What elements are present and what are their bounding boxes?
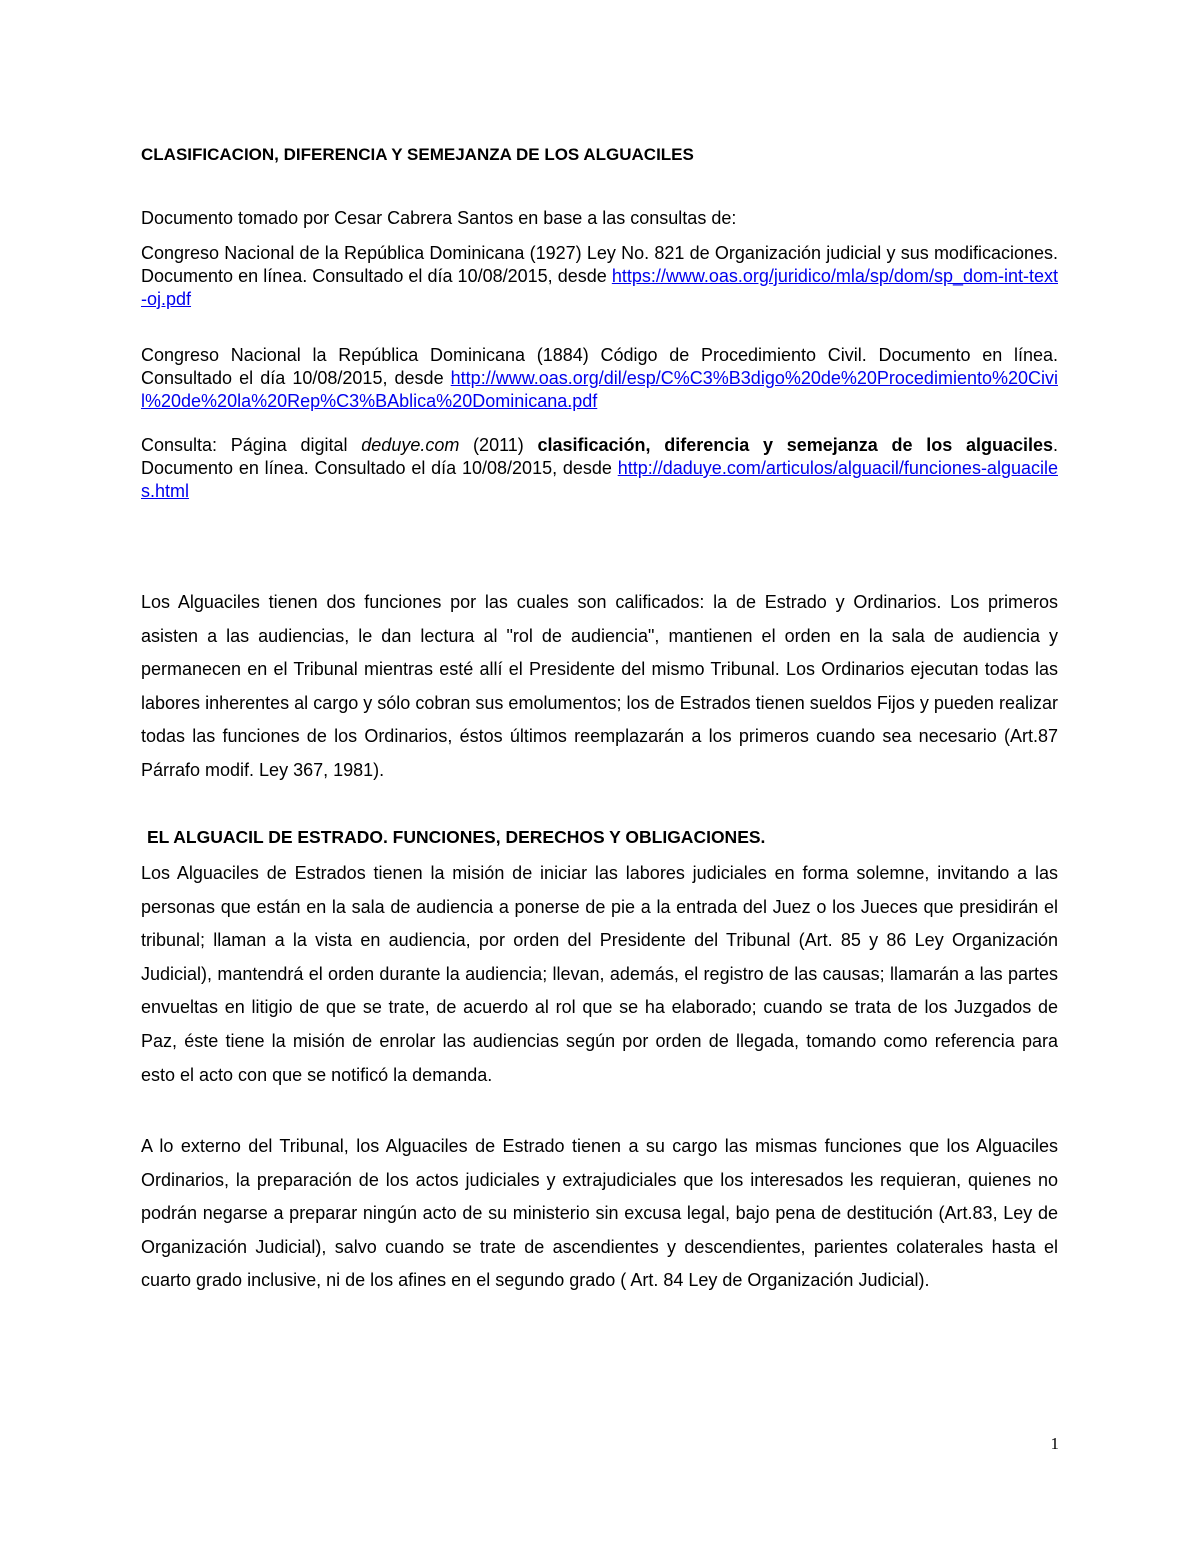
reference-2-link[interactable]: http://www.oas.org/dil/esp/C%C3%B3digo%20de%20Procedimiento%20Civil%20de%20la%20Rep%C3%BAblica%20Dominicana.pdf: [141, 368, 1058, 411]
reference-3-prefix: Consulta: Página digital: [141, 435, 362, 455]
reference-1-link[interactable]: https://www.oas.org/juridico/mla/sp/dom/sp_dom-int-text-oj.pdf: [141, 266, 1058, 309]
paragraph-functions: Los Alguaciles tienen dos funciones por las cuales son calificados: la de Estrado y Ordinarios. Los primeros asisten a las audiencias, le dan lectura al "rol de audiencia", mantienen el orden en la sala de audiencia y permanecen en el Tribunal mientras esté allí el Presidente del mismo Tribunal. Los Ordinarios ejecutan todas las labores inherentes al cargo y sólo cobran sus emolumentos; los de Estrados tienen sueldos Fijos y pueden realizar todas las funciones de los Ordinarios, éstos últimos reemplazarán a los primeros cuando sea necesario (Art.87 Párrafo modif. Ley 367, 1981).: [141, 592, 1058, 780]
paragraph-external-duties: A lo externo del Tribunal, los Alguaciles de Estrado tienen a su cargo las mismas funciones que los Alguaciles Ordinarios, la preparación de los actos judiciales y extrajudiciales que los interesados les requieran, quienes no podrán negarse a preparar ningún acto de su ministerio sin excusa legal, bajo pena de destitución (Art.83, Ley de Organización Judicial), salvo cuando se trate de ascendientes y descendientes, parientes colaterales hasta el cuarto grado inclusive, ni de los afines en el segundo grado ( Art. 84 Ley de Organización Judicial).: [141, 1136, 1058, 1291]
paragraph-estrado-duties: Los Alguaciles de Estrados tienen la misión de iniciar las labores judiciales en forma solemne, invitando a las personas que están en la sala de audiencia a ponerse de pie a la entrada del Juez o los Jueces que presidirán el tribunal; llaman a la vista en audiencia, por orden del Presidente del Tribunal (Art. 85 y 86 Ley Organización Judicial), mantendrá el orden durante la audiencia; llevan, además, el registro de las causas; llamarán a las partes envueltas en litigio de que se trate, de acuerdo al rol que se ha elaborado; cuando se trata de los Juzgados de Paz, éste tiene la misión de enrolar las audiencias según por orden de llegada, tomando como referencia para esto el acto con que se notificó la demanda.: [141, 863, 1058, 1085]
reference-3-site: deduye.com: [361, 435, 460, 455]
reference-2: [141, 344, 1058, 413]
section-heading-estrado: EL ALGUACIL DE ESTRADO. FUNCIONES, DERECHOS Y OBLIGACIONES.: [147, 827, 766, 847]
reference-3-suffix: . Documento en línea. Consultado el día 10/08/2015, desde: [141, 435, 1059, 478]
reference-3-bold-title: clasificación, diferencia y semejanza de los alguaciles: [537, 435, 1053, 455]
reference-1: [141, 242, 1058, 311]
reference-1-text: Congreso Nacional de la República Dominicana (1927) Ley No. 821 de Organización judicial y sus modificaciones. Documento en línea. Consultado el día 10/08/2015, desde: [141, 243, 1058, 286]
reference-3: [141, 434, 1058, 503]
reference-2-text: Congreso Nacional la República Dominicana (1884) Código de Procedimiento Civil. Documento en línea. Consultado el día 10/08/2015, desde: [141, 345, 1058, 388]
document-title: CLASIFICACION, DIFERENCIA Y SEMEJANZA DE LOS ALGUACILES: [141, 145, 694, 164]
reference-3-mid: (2011): [459, 435, 538, 455]
intro-text: Documento tomado por Cesar Cabrera Santos en base a las consultas de:: [141, 208, 737, 228]
reference-3-link[interactable]: http://daduye.com/articulos/alguacil/funciones-alguaciles.html: [141, 458, 1058, 501]
page-number: 1: [1050, 1434, 1059, 1453]
